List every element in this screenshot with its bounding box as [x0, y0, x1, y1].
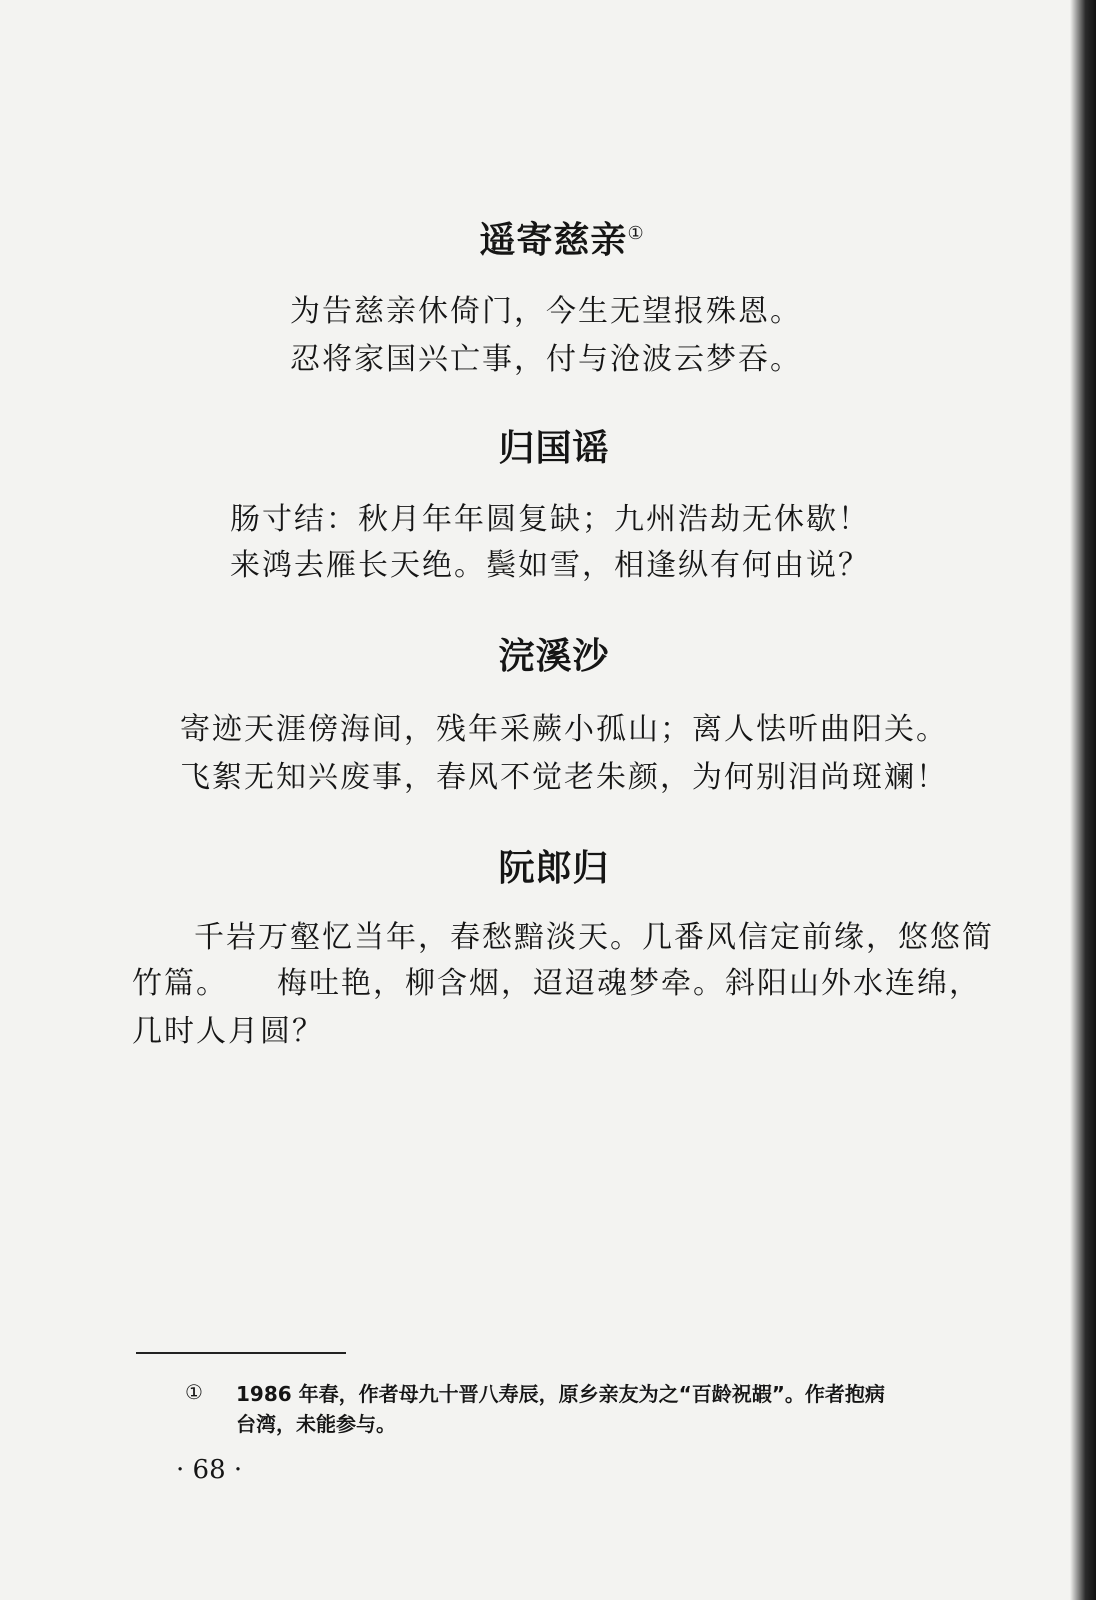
poem-title-3: 浣溪沙: [498, 636, 610, 677]
footnote-line-2: 台湾，未能参与。: [236, 1412, 396, 1436]
poem-4-line-2: 竹篇。 梅吐艳，柳含烟，迢迢魂梦牵。斜阳山外水连绵，: [132, 966, 981, 1001]
poem-title-1: 遥寄慈亲①: [479, 220, 645, 261]
footnote-divider: [136, 1352, 346, 1354]
poem-3-line-2: 飞絮无知兴废事，春风不觉老朱颜，为何别泪尚斑斓！: [180, 760, 948, 795]
poem-1-line-2: 忍将家国兴亡事，付与沧波云梦吞。: [290, 342, 802, 377]
poem-3-line-1: 寄迹天涯傍海间，残年采蕨小孤山；离人怯听曲阳关。: [180, 712, 948, 747]
poem-title-2: 归国谣: [498, 428, 610, 469]
poem-title-4: 阮郎归: [498, 848, 610, 889]
poem-2-line-2: 来鸿去雁长天绝。鬓如雪，相逢纵有何由说？: [230, 548, 870, 583]
footnote-line-1: 1986 年春，作者母九十晋八寿辰，原乡亲友为之“百龄祝嘏”。作者抱病: [236, 1382, 885, 1406]
footnote-mark: ①: [185, 1380, 203, 1404]
footnote-reference: ①: [627, 223, 645, 244]
poem-4-line-1: 千岩万壑忆当年，春愁黯淡天。几番风信定前缘，悠悠简: [194, 920, 994, 955]
poem-2-line-1: 肠寸结：秋月年年圆复缺；九州浩劫无休歇！: [230, 502, 870, 537]
page-number: · 68 ·: [176, 1455, 243, 1485]
poem-1-line-1: 为告慈亲休倚门，今生无望报殊恩。: [290, 294, 802, 329]
poem-4-line-3: 几时人月圆？: [132, 1014, 324, 1049]
